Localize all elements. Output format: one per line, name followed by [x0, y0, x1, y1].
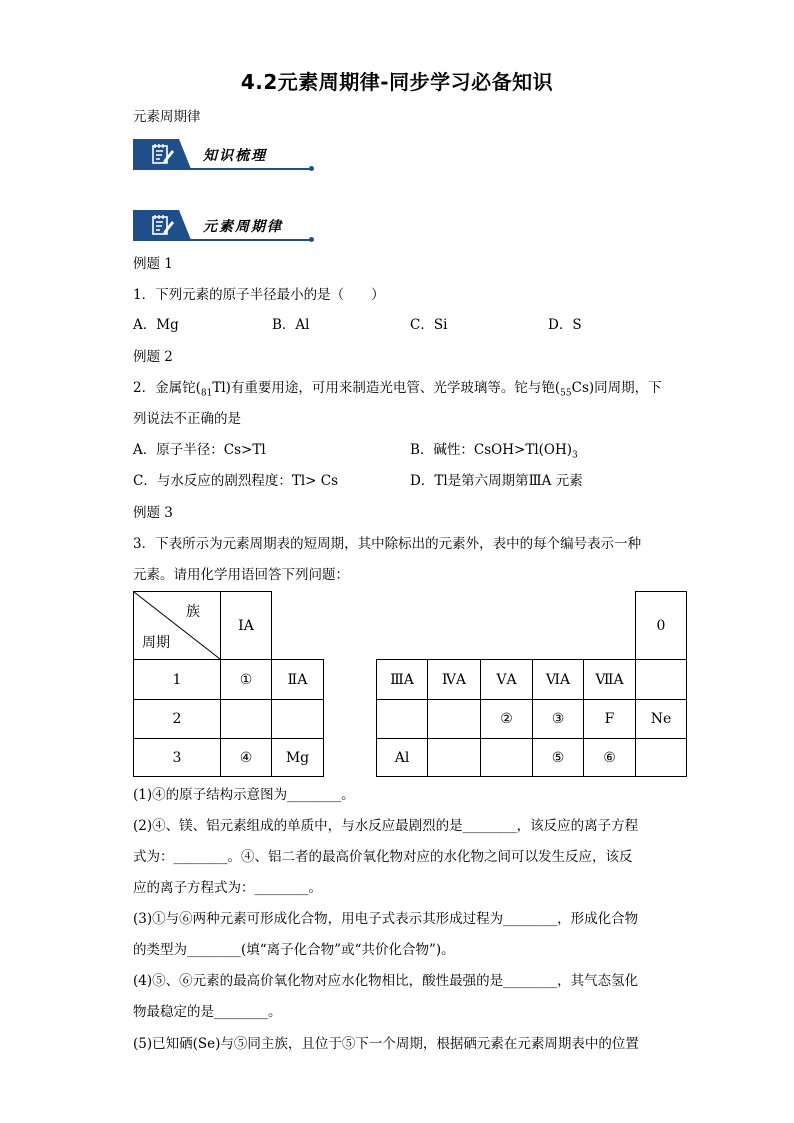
- element-cell-Mg: Mg: [271, 738, 324, 777]
- option-a: A．Mg: [133, 317, 179, 333]
- element-cell-empty: [220, 699, 272, 739]
- group-header-IVA: ⅣA: [427, 659, 481, 700]
- group-header-IIA: ⅡA: [271, 659, 324, 700]
- option-b: B．Al: [272, 317, 310, 333]
- header-rule-dot: [309, 166, 314, 171]
- element-cell-5: ⑤: [532, 738, 584, 777]
- notepad-pencil-icon: [133, 210, 191, 240]
- group-header-0: 0: [635, 591, 687, 660]
- sub-question-2-line-2: 式为：________。④、铝二者的最高价氧化物对应的水化物之间可以发生反应，该反: [133, 849, 633, 865]
- option-c: C．与水反应的剧烈程度：Tl> Cs: [133, 473, 339, 489]
- group-header-VIIA: ⅦA: [583, 659, 636, 700]
- group-header-IIIA: ⅢA: [376, 659, 428, 700]
- sub-question-5-line-1: (5)已知硒(Se)与⑤同主族，且位于⑤下一个周期，根据硒元素在元素周期表中的位置: [133, 1036, 639, 1052]
- sub-question-3-line-2: 的类型为________(填“离子化合物”或“共价化合物”)。: [133, 942, 455, 958]
- element-cell-3: ③: [532, 699, 584, 739]
- sub-question-4-line-1: (4)⑤、⑥元素的最高价氧化物对应水化物相比，酸性最强的是________，其气态氢化: [133, 973, 639, 989]
- header-rule: [133, 239, 311, 241]
- element-cell-1: ①: [220, 659, 272, 700]
- page-title: 4.2元素周期律-同步学习必备知识: [240, 70, 554, 94]
- example-3-question-line-1: 3．下表所示为元素周期表的短周期，其中除标出的元素外，表中的每个编号表示一种: [133, 536, 642, 552]
- section-header-periodic-law: [133, 210, 318, 240]
- option-d: D．S: [548, 317, 582, 333]
- element-cell-empty: [480, 738, 533, 777]
- period-label-1: 1: [133, 659, 221, 700]
- element-cell-6: ⑥: [583, 738, 636, 777]
- header-rule: [133, 168, 311, 170]
- sub-question-4-line-2: 物最稳定的是________。: [133, 1004, 282, 1020]
- example-1-question: 1．下列元素的原子半径最小的是（ ）: [133, 287, 385, 303]
- table-corner-cell: [133, 591, 221, 660]
- option-a: A．原子半径：Cs>Tl: [133, 442, 266, 458]
- notepad-pencil-icon: [133, 139, 191, 169]
- element-cell-empty: [271, 699, 324, 739]
- sub-question-3-line-1: (3)①与⑥两种元素可形成化合物，用电子式表示其形成过程为________，形成化合物: [133, 911, 639, 927]
- group-header-IA: ⅠA: [220, 591, 272, 660]
- period-label-3: 3: [133, 738, 221, 777]
- group-header-VIA: ⅥA: [532, 659, 584, 700]
- element-cell-4: ④: [220, 738, 272, 777]
- section-header-label: 元素周期律: [203, 219, 283, 235]
- example-2-question-line-1: 2．金属铊$(_{81}Tl)$有重要用途，可用来制造光电管、光学玻璃等。铊与铯$(_{55}Cs)$同周期，下: [133, 380, 662, 399]
- element-cell-F: F: [583, 699, 636, 739]
- section-header-label: 知识梳理: [203, 148, 267, 164]
- element-cell-2: ②: [480, 699, 533, 739]
- example-2-label: 例题 2: [133, 349, 173, 365]
- period-axis-label: 周期: [142, 635, 170, 651]
- subtitle: 元素周期律: [133, 109, 201, 125]
- period-label-2: 2: [133, 699, 221, 739]
- example-1-label: 例题 1: [133, 256, 173, 272]
- example-3-label: 例题 3: [133, 505, 173, 521]
- example-2-question-line-2: 列说法不正确的是: [133, 411, 241, 427]
- option-c: C．Si: [410, 317, 448, 333]
- sub-question-2-line-3: 应的离子方程式为：________。: [133, 880, 322, 896]
- element-cell-empty: [635, 738, 687, 777]
- group-header-VA: ⅤA: [480, 659, 533, 700]
- element-cell-Al: Al: [376, 738, 428, 777]
- element-cell-Ne: Ne: [635, 699, 687, 739]
- section-header-knowledge: [133, 139, 318, 169]
- option-d: D．Tl是第六周期第ⅢA 元素: [410, 473, 583, 489]
- element-cell-empty: [427, 738, 481, 777]
- header-rule-dot: [309, 237, 314, 242]
- option-b: B．碱性：$CsOH>Tl(OH)_3$: [410, 442, 578, 461]
- sub-question-1: (1)④的原子结构示意图为________。: [133, 787, 355, 803]
- example-3-question-line-2: 元素。请用化学用语回答下列问题：: [133, 567, 349, 583]
- element-cell-empty: [376, 699, 428, 739]
- group-axis-label: 族: [186, 604, 200, 620]
- sub-question-2-line-1: (2)④、镁、铝元素组成的单质中，与水反应最剧烈的是________，该反应的离子方程: [133, 818, 639, 834]
- element-cell-empty: [427, 699, 481, 739]
- element-cell-empty: [635, 659, 687, 700]
